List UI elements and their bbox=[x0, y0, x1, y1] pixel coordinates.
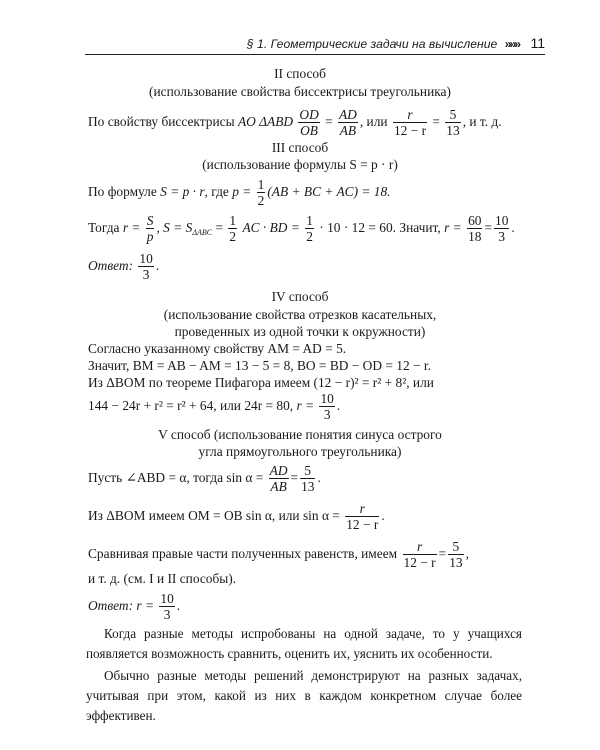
fraction-answer: $\frac{10}{3}$ bbox=[160, 591, 174, 623]
fraction-1-2: $\frac{1}{2}$ bbox=[257, 177, 265, 209]
fraction-60-18: $\frac{60}{18}$ bbox=[468, 213, 482, 245]
method3-line2: Тогда r = $\frac{S}{p}$ , $S = S_{\Delta ABC}$ = $\frac{1}{2}$ AC · BD = $\frac{1}{2}$ · 10 · 12 = 60. Значит, r = $\frac{60}{18}$ = $\frac{10}{3}$ . bbox=[88, 213, 515, 245]
fraction-5-13: $\frac{5}{13}$ bbox=[446, 107, 460, 139]
method3-subtitle: (использование формулы S = p · r) bbox=[202, 157, 398, 172]
text: По свойству биссектрисы bbox=[88, 114, 235, 129]
fraction-ad-ab: $\frac{AD}{AB}$ bbox=[269, 463, 288, 495]
method4-line4: 144 − 24r + r² = r² + 64, или 24r = 80, r = $\frac{10}{3}$ . bbox=[88, 391, 341, 423]
running-header bbox=[85, 33, 545, 55]
method4-line1: Согласно указанному свойству AM = AD = 5. bbox=[88, 341, 347, 356]
page-number: 11 bbox=[530, 35, 545, 51]
math: r = bbox=[122, 220, 141, 235]
answer-label: Ответ: bbox=[88, 598, 134, 613]
method5-line4: и т. д. (см. I и II способы). bbox=[88, 571, 237, 586]
method5-line1: Пусть ∠ABD = α, тогда sin α = $\frac{AD}{AB}$ = $\frac{5}{13}$ . bbox=[88, 463, 321, 495]
fraction-r-12r: $\frac{r}{12 - r}$ bbox=[393, 107, 427, 139]
math: S = p · r bbox=[160, 184, 205, 199]
math-triangle: ΔABD bbox=[259, 114, 294, 129]
math-ao: AO bbox=[237, 114, 256, 129]
fraction-5-13: $\frac{5}{13}$ bbox=[449, 539, 463, 571]
method5-line2: Из ΔBOM имеем OM = OB sin α, или sin α = $\frac{r}{12 - r}$ . bbox=[88, 501, 385, 533]
fraction-1-2: $\frac{1}{2}$ bbox=[306, 213, 313, 245]
method3-line1 bbox=[88, 176, 391, 208]
math: p = bbox=[232, 184, 252, 199]
fraction-s-p: $\frac{S}{p}$ bbox=[146, 213, 154, 245]
math: AC · BD = bbox=[242, 220, 300, 235]
math-subscript: ΔABC bbox=[192, 228, 213, 237]
fraction-ad-ab: $\frac{AD}{AB}$ bbox=[339, 107, 357, 139]
text: · 10 · 12 = 60. Значит, bbox=[319, 220, 441, 235]
fraction-r-12r: $\frac{r}{12 - r}$ bbox=[346, 501, 379, 533]
math: (AB + BC + AC) = 18. bbox=[267, 184, 391, 199]
paragraph-1 bbox=[86, 624, 522, 664]
math: , S = S bbox=[156, 220, 193, 235]
fraction-5-13: $\frac{5}{13}$ bbox=[301, 463, 315, 495]
text: , и т. д. bbox=[462, 114, 502, 129]
section-title: § 1. Геометрические задачи на вычисление bbox=[246, 37, 498, 51]
method4-subtitle2: проведенных из одной точки к окружности) bbox=[174, 324, 426, 339]
fraction-10-3: $\frac{10}{3}$ bbox=[495, 213, 509, 245]
method2-subtitle: (использование свойства биссектрисы треугольника) bbox=[149, 84, 451, 99]
text: Тогда bbox=[88, 220, 120, 235]
method2-formula-line: По свойству биссектрисы AO ΔABD $\frac{OD}{OB}$ = $\frac{AD}{AB}$ , или $\frac{r}{12 - r}$ = $\frac{5}{13}$ , и т. д. bbox=[88, 107, 502, 139]
text: 144 − 24r + r² = r² + 64, или 24r = 80, bbox=[88, 398, 294, 413]
math: r = bbox=[136, 598, 155, 613]
fraction-10-3: $\frac{10}{3}$ bbox=[320, 391, 334, 423]
method4-line3: Из ΔBOM по теореме Пифагора имеем (12 − r)² = r² + 8², или bbox=[88, 375, 434, 390]
method5-answer: Ответ: r = $\frac{10}{3}$ . bbox=[88, 591, 181, 623]
text: Из ΔBOM имеем OM = OB sin α, или bbox=[88, 508, 300, 523]
text: , где bbox=[204, 184, 229, 199]
math: r = bbox=[296, 398, 315, 413]
method3-title: III способ bbox=[271, 140, 329, 155]
method5-line3: Сравнивая правые части полученных равенств, имеем $\frac{r}{12 - r}$ = $\frac{5}{13}$ , bbox=[88, 539, 469, 571]
method5-title2: угла прямоугольного треугольника) bbox=[198, 444, 402, 459]
method3-answer: Ответ: $\frac{10}{3}$ . bbox=[88, 251, 160, 283]
text: Пусть ∠ABD = α, тогда bbox=[88, 470, 224, 485]
text: = bbox=[215, 220, 224, 235]
method2-title: II способ bbox=[274, 66, 326, 81]
paragraph-2 bbox=[86, 666, 522, 726]
paragraph-text: Когда разные методы испробованы на одной задаче, то у учащихся появляется возможность сравнить, оценить их, уяснить их особенности. bbox=[86, 626, 522, 661]
answer-label: Ответ: bbox=[88, 258, 134, 273]
method4-title: IV способ bbox=[271, 289, 329, 304]
paragraph-text: Обычно разные методы решений демонстрируют на разных задачах, учитывая при этом, какой из них в каждом конкретном случае более эффективен. bbox=[86, 668, 522, 723]
fraction-answer: $\frac{10}{3}$ bbox=[139, 251, 153, 283]
method5-title1: V способ (использование понятия синуса острого bbox=[158, 427, 442, 442]
fraction-1-2: $\frac{1}{2}$ bbox=[229, 213, 237, 245]
method4-line2: Значит, BM = AB − AM = 13 − 5 = 8, BO = BD − OD = 12 − r. bbox=[88, 358, 431, 373]
math: sin α = bbox=[226, 470, 264, 485]
text: По формуле bbox=[88, 184, 157, 199]
method4-subtitle1: (использование свойства отрезков касательных, bbox=[163, 307, 437, 322]
fraction-od-ob: $\frac{OD}{OB}$ bbox=[299, 107, 319, 139]
fraction-r-12r: $\frac{r}{12 - r}$ bbox=[403, 539, 436, 571]
math: sin α = bbox=[302, 508, 340, 523]
text: , или bbox=[359, 114, 388, 129]
math: r = bbox=[444, 220, 462, 235]
arrows-icon: »»» bbox=[504, 37, 520, 51]
text: Сравнивая правые части полученных равенств, имеем bbox=[88, 546, 398, 561]
